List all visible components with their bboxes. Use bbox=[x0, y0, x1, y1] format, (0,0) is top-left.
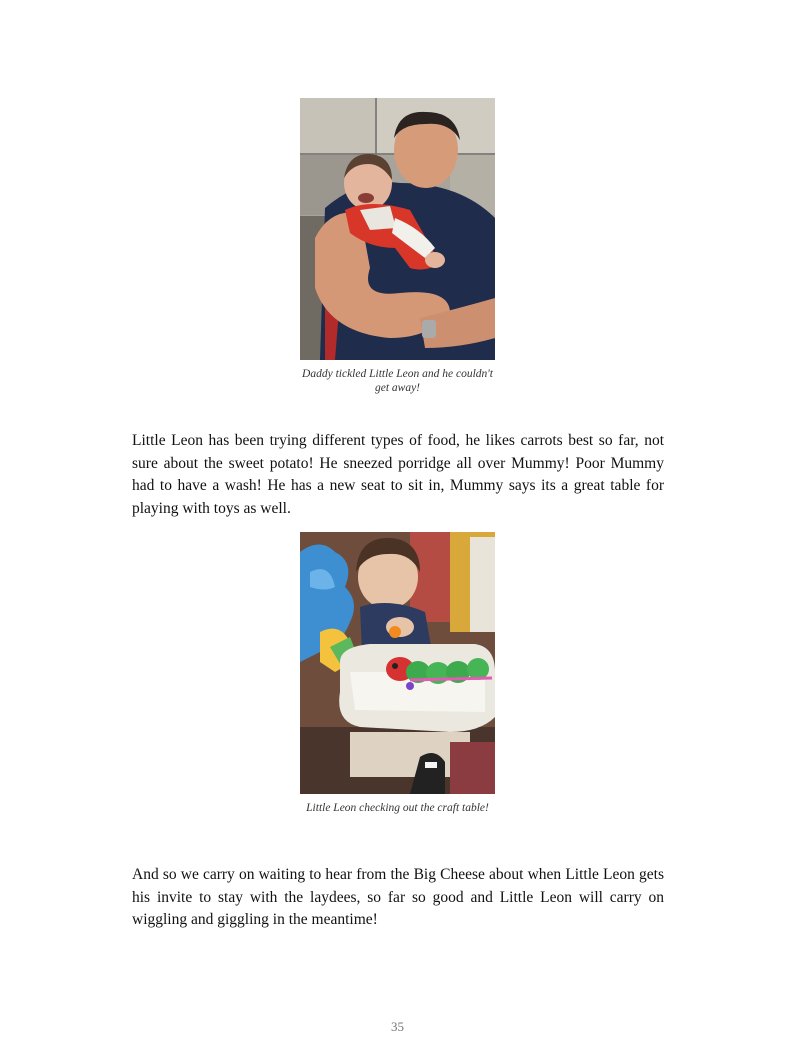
body-paragraph-2: And so we carry on waiting to hear from the Big Cheese about when Little Leon gets his invite to stay with the laydees, so far so good and Little Leon will carry on wiggling and giggling in the meantime! bbox=[132, 866, 664, 928]
baby-in-highchair-photo bbox=[300, 532, 495, 794]
man-hugging-baby-photo bbox=[300, 98, 495, 360]
body-paragraph-1: Little Leon has been trying different types of food, he likes carrots best so far, not sure about the sweet potato! He sneezed porridge all over Mummy! Poor Mummy had to have a wash! He has a new seat to sit in, Mummy says its a great table for playing with toys as well. bbox=[132, 432, 664, 517]
page-number: 35 bbox=[391, 1019, 404, 1034]
baby-in-highchair-image bbox=[300, 532, 495, 794]
photo-caption-2: Little Leon checking out the craft table! bbox=[306, 802, 489, 814]
man-hugging-baby-image bbox=[300, 98, 495, 360]
photo-caption-1: Daddy tickled Little Leon and he couldn't get away! bbox=[302, 368, 493, 394]
